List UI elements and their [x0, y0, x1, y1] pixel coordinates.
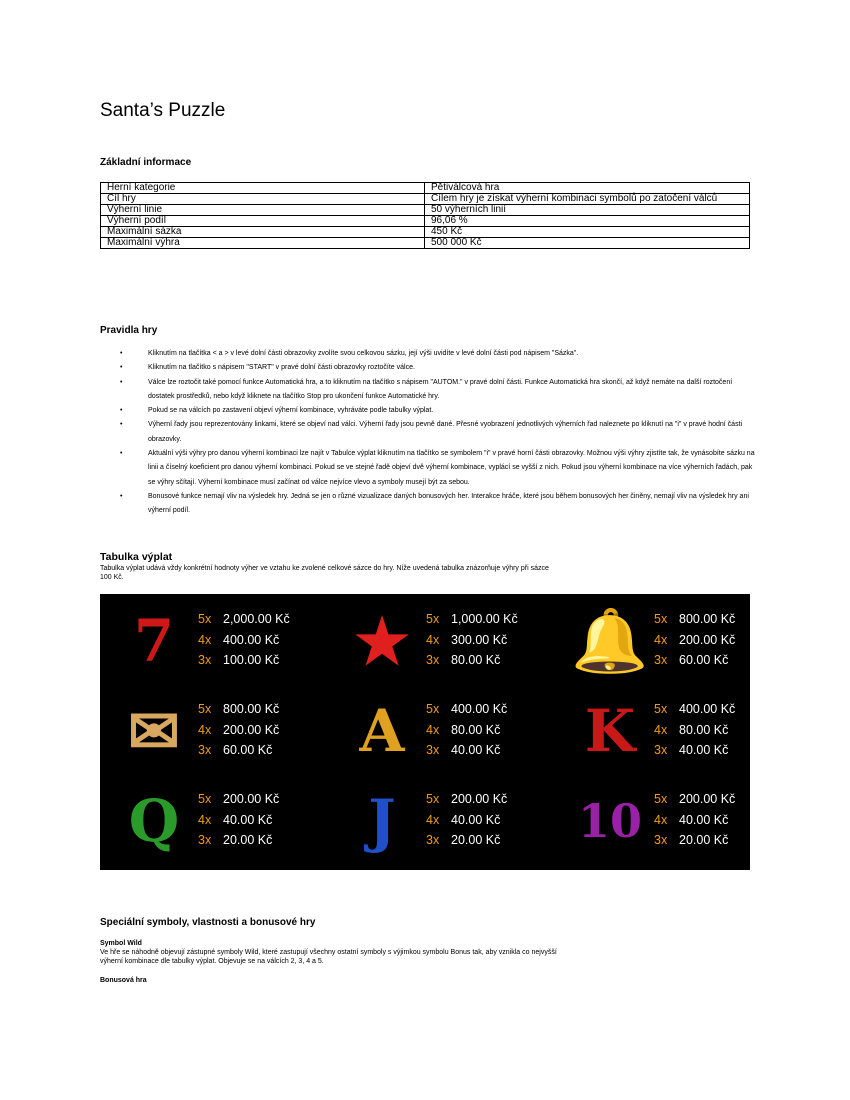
rules-heading: Pravidla hry: [100, 325, 158, 336]
multiplier: 5x: [426, 612, 440, 626]
payout-row: [654, 830, 735, 851]
info-value: 96,06 %: [425, 216, 750, 227]
payout-row: [426, 609, 518, 630]
paytable-heading: Tabulka výplat: [100, 551, 173, 563]
basic-info-table: [100, 182, 750, 249]
payout-row: [426, 699, 507, 720]
payout-row: [654, 810, 735, 831]
info-value: Pětiválcová hra: [425, 183, 750, 194]
paytable-cell: [564, 597, 780, 687]
payout-value: 20.00 Kč: [451, 833, 501, 847]
seven-icon: 7: [133, 607, 175, 675]
payout-row: [198, 810, 279, 831]
multiplier: 4x: [426, 722, 440, 737]
payout-row: [654, 789, 735, 810]
multiplier: 4x: [198, 632, 212, 647]
payout-value: 400.00 Kč: [451, 702, 508, 716]
payout-value: 80.00 Kč: [679, 722, 729, 737]
payout-list: [654, 609, 735, 671]
payout-value: 80.00 Kč: [451, 653, 501, 667]
wild-text: Ve hře se náhodně objevují zástupné symboly Wild, které zastupují všechny ostatní symboly s výjimkou symbolu Bonus tak, aby vznikla co nejvyšší výherní kombinace dle tabulky výplat. Objevuje se na válcích 2, 3, 4 a 5.: [100, 949, 557, 965]
payout-value: 200.00 Kč: [679, 632, 736, 647]
multiplier: 5x: [198, 702, 212, 716]
multiplier: 3x: [654, 653, 668, 667]
payout-row: [198, 720, 279, 741]
multiplier: 3x: [198, 833, 212, 847]
payout-row: [426, 630, 518, 651]
payout-value: 200.00 Kč: [451, 792, 508, 806]
info-row: [101, 216, 750, 227]
payout-row: [426, 720, 507, 741]
letter-k-icon: K: [584, 697, 636, 765]
payout-value: 60.00 Kč: [679, 653, 729, 667]
multiplier: 3x: [198, 743, 212, 757]
paytable-cell: [564, 777, 780, 867]
multiplier: 4x: [198, 722, 212, 737]
paytable-cell: [336, 777, 552, 867]
payout-list: [198, 609, 290, 671]
rule-item: • Kliknutím na tlačítka < a > v levé dolní části obrazovky zvolíte svou celkovou sázku, její výši uvidíte v levé dolní části pod nápisem "Sázka".: [120, 347, 756, 361]
paytable-cell: [108, 777, 324, 867]
info-row: [101, 183, 750, 194]
info-label: Výherní linie: [101, 205, 425, 216]
payout-value: 60.00 Kč: [223, 743, 273, 757]
payout-list: [198, 699, 279, 761]
rule-item: • Bonusové funkce nemají vliv na výsledek hry. Jedná se jen o různé vizualizace daných bonusových her. Interakce hráče, které jsou během bonusových her činěny, nemají vliv na výsledek hry ani výherní podíl.: [120, 490, 756, 519]
payout-value: 2,000.00 Kč: [223, 612, 290, 626]
info-label: Maximální sázka: [101, 227, 425, 238]
multiplier: 5x: [426, 702, 440, 716]
rule-item: • Kliknutím na tlačítko s nápisem "START" v pravé dolní části obrazovky roztočíte válce.: [120, 361, 756, 375]
payout-row: [426, 650, 518, 671]
payout-row: [654, 740, 735, 761]
payout-value: 800.00 Kč: [679, 612, 736, 626]
payout-row: [654, 720, 735, 741]
rule-item: • Pokud se na válcích po zastavení objeví výherní kombinace, vyhráváte podle tabulky výplat.: [120, 404, 756, 418]
payout-list: [654, 699, 735, 761]
letter-j-icon: J: [368, 787, 396, 855]
info-label: Cíl hry: [101, 194, 425, 205]
info-row: [101, 205, 750, 216]
info-row: [101, 238, 750, 249]
payout-row: [198, 830, 279, 851]
multiplier: 3x: [654, 743, 668, 757]
rule-item: • Válce lze roztočit také pomocí funkce Automatická hra, a to kliknutím na tlačítko s nápisem "AUTOM." v pravé dolní části. Funkce Automatická hra skončí, až když nemáte na další roztočení dostatek prostředků, nebo když kliknete na tlačítko Stop pro ukončení funkce Automatické hry.: [120, 376, 756, 405]
info-label: Herní kategorie: [101, 183, 425, 194]
payout-row: [654, 650, 735, 671]
paytable-cell: [336, 597, 552, 687]
payout-list: [426, 789, 507, 851]
payout-value: 200.00 Kč: [223, 722, 280, 737]
paytable-cell: [108, 687, 324, 777]
multiplier: 4x: [654, 812, 668, 827]
payout-value: 800.00 Kč: [223, 702, 280, 716]
multiplier: 4x: [654, 722, 668, 737]
multiplier: 3x: [654, 833, 668, 847]
wild-heading: Symbol Wild: [100, 940, 142, 947]
payout-value: 40.00 Kč: [223, 812, 273, 827]
paytable-image: [100, 594, 750, 870]
payout-list: [426, 609, 518, 671]
page-title: Santa’s Puzzle: [100, 100, 226, 121]
envelope-icon: ✉: [128, 694, 180, 768]
info-label: Maximální výhra: [101, 238, 425, 249]
payout-row: [198, 630, 290, 651]
multiplier: 5x: [654, 792, 668, 806]
payout-value: 100.00 Kč: [223, 653, 280, 667]
payout-value: 20.00 Kč: [679, 833, 729, 847]
payout-list: [426, 699, 507, 761]
payout-value: 400.00 Kč: [223, 632, 280, 647]
multiplier: 3x: [426, 743, 440, 757]
multiplier: 3x: [426, 653, 440, 667]
basic-info-heading: Základní informace: [100, 157, 192, 168]
info-row: [101, 194, 750, 205]
multiplier: 4x: [426, 812, 440, 827]
payout-list: [198, 789, 279, 851]
rule-item: • Výherní řady jsou reprezentovány linkami, které se objeví nad válci. Výherní řady jsou pevně dané. Přesné vyobrazení jednotlivých výherních řad naleznete po kliknutí na "i" v pravé hodní části obrazovky.: [120, 418, 756, 447]
payout-row: [426, 789, 507, 810]
payout-value: 300.00 Kč: [451, 632, 508, 647]
payout-row: [654, 609, 735, 630]
paytable-cell: [564, 687, 780, 777]
bell-icon: 🔔: [571, 604, 649, 677]
multiplier: 5x: [654, 702, 668, 716]
star-icon: ★: [354, 604, 410, 678]
multiplier: 3x: [198, 653, 212, 667]
number-10-icon: 10: [577, 794, 642, 848]
multiplier: 4x: [198, 812, 212, 827]
multiplier: 4x: [654, 632, 668, 647]
rule-item: • Aktuální výši výhry pro danou výherní kombinaci lze najít v Tabulce výplat kliknutím na tlačítko se symbolem "i" v pravé horní části obrazovky. Možnou výši výhry zjistíte tak, že vynásobíte sázku na linii a číselný koeficient pro danou výherní kombinaci. Pokud se ve stejné řadě objeví dvě výherní kombinace, vyplácí se vyšší z nich. Pokud jsou výherní kombinace na více výherních řadách, pak se výhry sčítají. Výherní kombinace musí začínat od válce nejvíce vlevo a symboly musejí být za sebou.: [120, 447, 756, 490]
payout-value: 200.00 Kč: [223, 792, 280, 806]
multiplier: 5x: [198, 612, 212, 626]
payout-row: [426, 740, 507, 761]
payout-row: [654, 630, 735, 651]
paytable-cell: [336, 687, 552, 777]
multiplier: 5x: [426, 792, 440, 806]
multiplier: 4x: [426, 632, 440, 647]
letter-a-icon: A: [359, 697, 405, 765]
payout-list: [654, 789, 735, 851]
payout-row: [198, 699, 279, 720]
payout-row: [426, 830, 507, 851]
info-row: [101, 227, 750, 238]
bonus-heading: Bonusová hra: [100, 977, 147, 984]
info-value: 450 Kč: [425, 227, 750, 238]
payout-value: 200.00 Kč: [679, 792, 736, 806]
info-label: Výherní podíl: [101, 216, 425, 227]
payout-row: [198, 740, 279, 761]
payout-row: [654, 699, 735, 720]
paytable-description: Tabulka výplat udává vždy konkrétní hodnoty výher ve vztahu ke zvolené celkové sázce do hry. Níže uvedená tabulka znázorňuje výhry při sázce 100 Kč.: [100, 565, 549, 581]
payout-value: 40.00 Kč: [451, 743, 501, 757]
payout-value: 40.00 Kč: [451, 812, 501, 827]
payout-value: 40.00 Kč: [679, 812, 729, 827]
letter-q-icon: Q: [128, 787, 180, 855]
payout-row: [198, 789, 279, 810]
info-value: Cílem hry je získat výherní kombinaci symbolů po zatočení válců: [425, 194, 750, 205]
multiplier: 5x: [654, 612, 668, 626]
multiplier: 3x: [426, 833, 440, 847]
payout-value: 40.00 Kč: [679, 743, 729, 757]
payout-row: [198, 609, 290, 630]
payout-row: [198, 650, 290, 671]
payout-row: [426, 810, 507, 831]
payout-value: 20.00 Kč: [223, 833, 273, 847]
multiplier: 5x: [198, 792, 212, 806]
payout-value: 400.00 Kč: [679, 702, 736, 716]
payout-value: 80.00 Kč: [451, 722, 501, 737]
info-value: 50 výherních linií: [425, 205, 750, 216]
paytable-cell: [108, 597, 324, 687]
payout-value: 1,000.00 Kč: [451, 612, 518, 626]
special-heading: Speciální symboly, vlastnosti a bonusové hry: [100, 917, 316, 928]
rules-list: [120, 347, 756, 519]
info-value: 500 000 Kč: [425, 238, 750, 249]
